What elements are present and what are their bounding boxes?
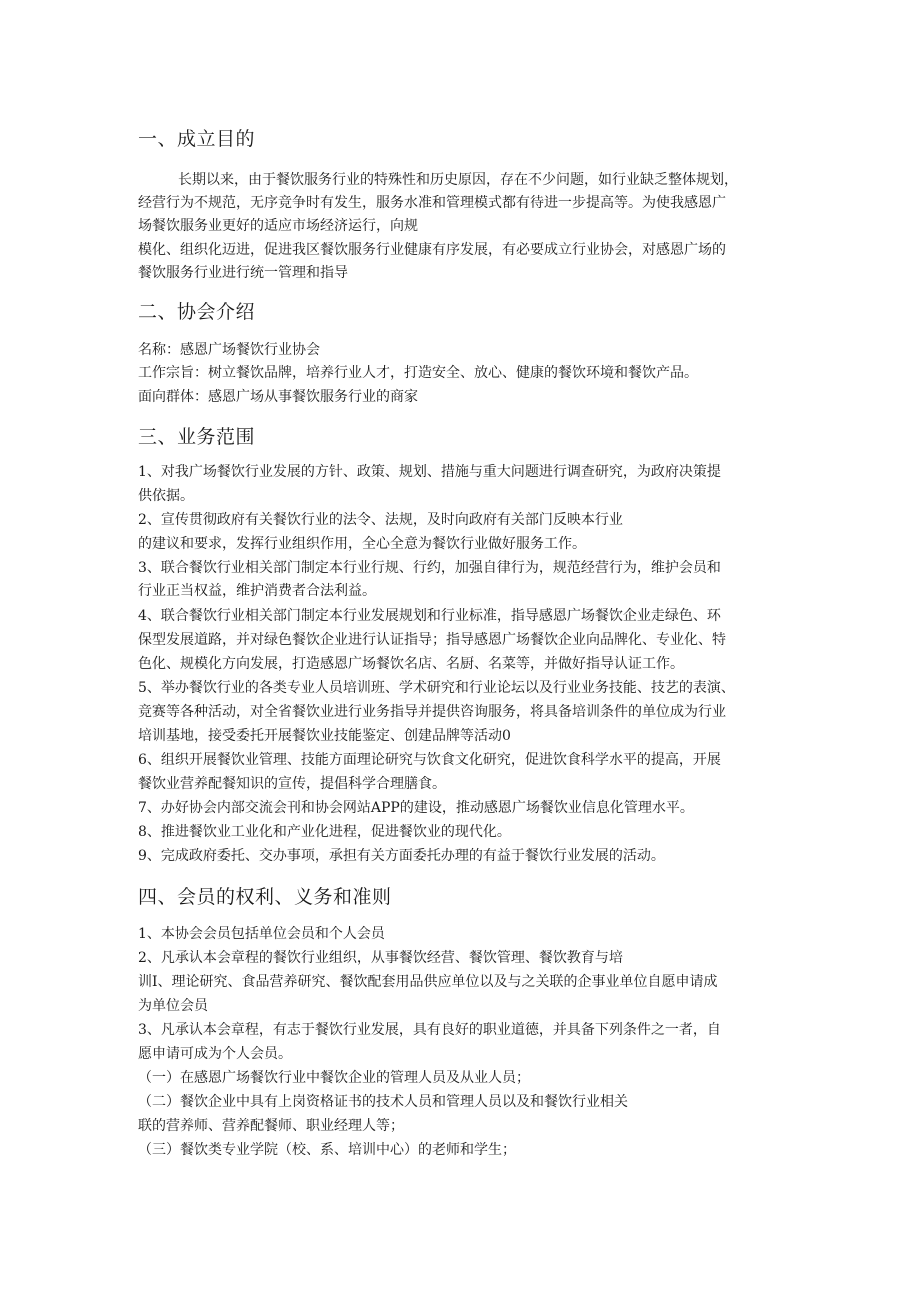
section-3-line-5: 3、联合餐饮行业相关部门制定本行业行规、行约，加强自律行为，规范经营行为，维护会员和 [138, 560, 721, 576]
section-1-line-1: 长期以来，由于餐饮服务行业的特殊性和历史原因，存在不少问题，如行业缺乏整体规划， [178, 172, 738, 188]
section-3-line-7: 4、联合餐饮行业相关部门制定本行业发展规划和行业标准，指导感恩广场餐饮企业走绿色、环 [138, 608, 721, 624]
section-3-line-13: 6、组织开展餐饮业管理、技能方面理论研究与饮食文化研究，促进饮食科学水平的提高，开展 [138, 752, 721, 768]
section-4-line-10: （三）餐饮类专业学院（校、系、培训中心）的老师和学生； [138, 1142, 516, 1158]
section-4-line-2: 2、凡承认本会章程的餐饮行业组织，从事餐饮经营、餐饮管理、餐饮教育与培 [138, 950, 623, 966]
section-4-heading: 四、会员的权利、义务和准则 [138, 886, 392, 908]
section-4-line-1: 1、本协会会员包括单位会员和个人会员 [138, 926, 385, 942]
section-1-line-3: 场餐饮服务业更好的适应市场经济运行，向规 [138, 218, 418, 234]
section-2-line-2: 工作宗旨：树立餐饮品牌，培养行业人才，打造安全、放心、健康的餐饮环境和餐饮产品。 [138, 365, 698, 381]
section-3-line-17: 9、完成政府委托、交办事项，承担有关方面委托办理的有益于餐饮行业发展的活动。 [138, 848, 665, 864]
section-4-line-9: 联的营养师、营养配餐师、职业经理人等； [138, 1118, 404, 1134]
section-3-line-6: 行业正当权益，维护消费者合法利益。 [138, 583, 376, 599]
section-3-line-4: 的建议和要求，发挥行业组织作用，全心全意为餐饮行业做好服务工作。 [138, 536, 586, 552]
section-3-line-3: 2、宣传贯彻政府有关餐饮行业的法令、法规，及时向政府有关部门反映本行业 [138, 512, 623, 528]
section-2-line-3: 面向群体：感恩广场从事餐饮服务行业的商家 [138, 389, 418, 405]
section-4-line-7: （一）在感恩广场餐饮行业中餐饮企业的管理人员及从业人员； [138, 1070, 530, 1086]
section-3-heading: 三、业务范围 [138, 426, 256, 448]
section-3-line-9: 色化、规模化方向发展，打造感恩广场餐饮名店、名厨、名菜等，并做好指导认证工作。 [138, 656, 684, 672]
section-3-line-8: 保型发展道路，并对绿色餐饮企业进行认证指导；指导感恩广场餐饮企业向品牌化、专业化、特 [138, 632, 726, 648]
section-4-line-6: 愿申请可成为个人会员。 [138, 1046, 292, 1062]
section-3-line-12: 培训基地，接受委托开展餐饮业技能鉴定、创建品牌等活动0 [138, 728, 511, 744]
section-2-line-1: 名称：感恩广场餐饮行业协会 [138, 342, 320, 358]
section-3-line-1: 1、对我广场餐饮行业发展的方针、政策、规划、措施与重大问题进行调查研究，为政府决策提 [138, 464, 721, 480]
section-3-line-14: 餐饮业营养配餐知识的宣传，提倡科学合理膳食。 [138, 776, 446, 792]
section-4-line-4: 为单位会员 [138, 998, 208, 1014]
section-2-heading: 二、协会介绍 [138, 301, 256, 323]
section-1-line-4: 模化、组织化迈进，促进我区餐饮服务行业健康有序发展，有必要成立行业协会，对感恩广场的 [138, 242, 726, 258]
section-3-line-15: 7、办好协会内部交流会刊和协会网站APP的建设，推动感恩广场餐饮业信息化管理水平。 [138, 800, 694, 816]
section-3-line-16: 8、推进餐饮业工业化和产业化进程，促进餐饮业的现代化。 [138, 824, 511, 840]
section-3-line-2: 供依据。 [138, 488, 194, 504]
section-4-line-5: 3、凡承认本会章程，有志于餐饮行业发展，具有良好的职业道德，并具备下列条件之一者，自 [138, 1022, 721, 1038]
section-4-line-3: 训I、理论研究、食品营养研究、餐饮配套用品供应单位以及与之关联的企事业单位自愿申请成 [138, 974, 718, 990]
section-1-line-2: 经营行为不规范，无序竞争时有发生，服务水准和管理模式都有待进一步提高等。为使我感恩广 [138, 195, 726, 211]
section-4-line-8: （二）餐饮企业中具有上岗资格证书的技术人员和管理人员以及和餐饮行业相关 [138, 1094, 628, 1110]
section-1-line-5: 餐饮服务行业进行统一管理和指导 [138, 265, 348, 281]
section-1-heading: 一、成立目的 [138, 128, 256, 150]
section-3-line-11: 竞赛等各种活动，对全省餐饮业进行业务指导并提供咨询服务，将具备培训条件的单位成为行业 [138, 704, 726, 720]
section-3-line-10: 5、举办餐饮行业的各类专业人员培训班、学术研究和行业论坛以及行业业务技能、技艺的表演、 [138, 680, 735, 696]
